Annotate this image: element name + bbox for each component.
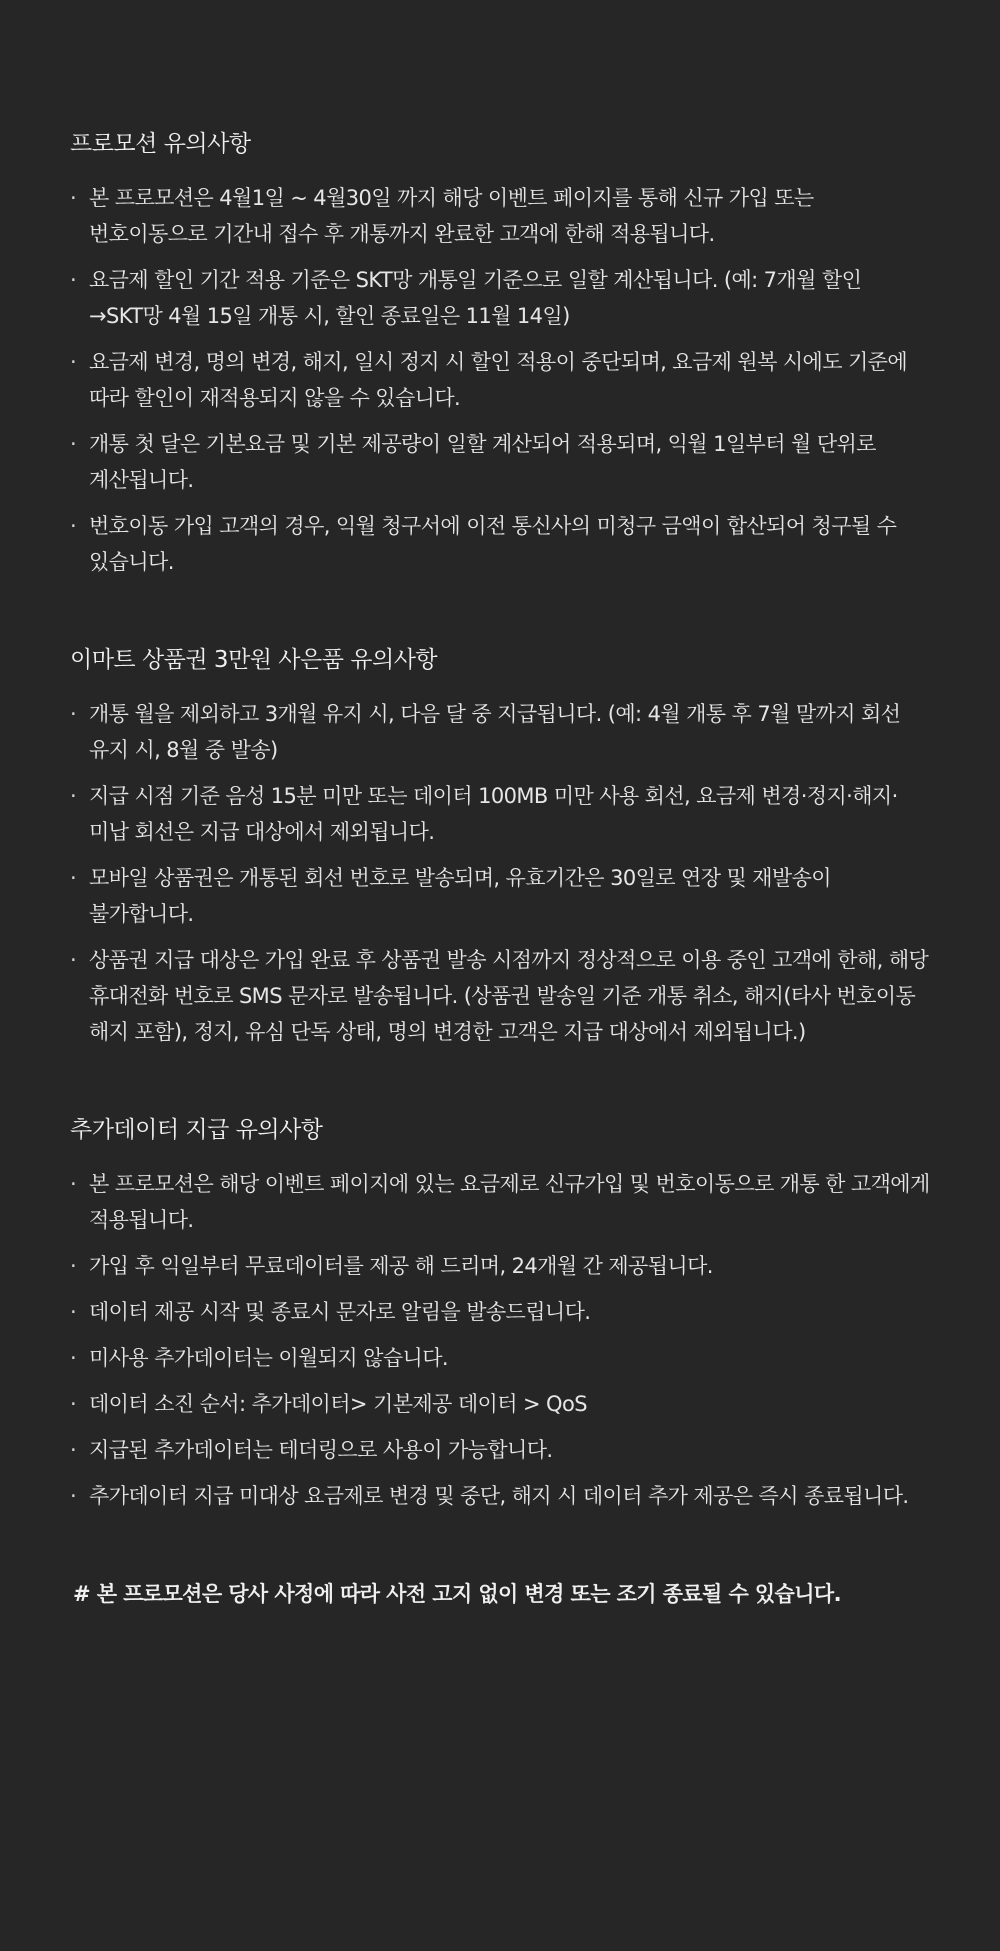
extra-data-notice-section [70,1112,930,1514]
list-item-text: 데이터 소진 순서: 추가데이터> 기본제공 데이터 > QoS [89,1392,587,1416]
list-item-text: 본 프로모션은 4월1일 ~ 4월30일 까지 해당 이벤트 페이지를 통해 신규 가입 또는 번호이동으로 기간내 접수 후 개통까지 완료한 고객에 한해 적용됩니다. [89,186,814,246]
bullet-icon: · [70,948,77,972]
list-item [70,1432,930,1468]
list-item-text: 가입 후 익일부터 무료데이터를 제공 해 드리며, 24개월 간 제공됩니다. [89,1254,713,1278]
list-item-text: 개통 첫 달은 기본요금 및 기본 제공량이 일할 계산되어 적용되며, 익월 1일부터 월 단위로 계산됩니다. [89,432,876,492]
list-item-text: 지급 시점 기준 음성 15분 미만 또는 데이터 100MB 미만 사용 회선, 요금제 변경·정지·해지·미납 회선은 지급 대상에서 제외됩니다. [89,784,898,844]
bullet-icon: · [70,784,77,808]
promotion-notice-section [70,126,930,580]
list-item-text: 지급된 추가데이터는 테더링으로 사용이 가능합니다. [89,1438,553,1462]
list-item-text: 미사용 추가데이터는 이월되지 않습니다. [89,1346,448,1370]
list-item [70,1166,930,1238]
bullet-icon: · [70,1392,77,1416]
bullet-icon: · [70,1300,77,1324]
list-item [70,696,930,768]
list-item [70,180,930,252]
gift-voucher-notice-section [70,642,930,1050]
list-item [70,942,930,1050]
bullet-icon: · [70,268,77,292]
list-item [70,1248,930,1284]
bullet-icon: · [70,866,77,890]
list-item [70,1386,930,1422]
list-item [70,1340,930,1376]
list-item-text: 번호이동 가입 고객의 경우, 익월 청구서에 이전 통신사의 미청구 금액이 합산되어 청구될 수 있습니다. [89,514,897,574]
list-item [70,426,930,498]
list-item [70,344,930,416]
notice-list [70,180,930,580]
list-item-text: 본 프로모션은 해당 이벤트 페이지에 있는 요금제로 신규가입 및 번호이동으로 개통 한 고객에게 적용됩니다. [89,1172,930,1232]
bullet-icon: · [70,432,77,456]
list-item [70,508,930,580]
list-item-text: 모바일 상품권은 개통된 회선 번호로 발송되며, 유효기간은 30일로 연장 및 재발송이 불가합니다. [89,866,831,926]
bullet-icon: · [70,1254,77,1278]
notice-list [70,696,930,1050]
bullet-icon: · [70,514,77,538]
list-item [70,1478,930,1514]
section-title: 이마트 상품권 3만원 사은품 유의사항 [70,647,438,673]
notice-list [70,1166,930,1514]
bullet-icon: · [70,350,77,374]
list-item-text: 개통 월을 제외하고 3개월 유지 시, 다음 달 중 지급됩니다. (예: 4월 개통 후 7월 말까지 회선 유지 시, 8월 중 발송) [89,702,901,762]
list-item [70,262,930,334]
list-item-text: 요금제 할인 기간 적용 기준은 SKT망 개통일 기준으로 일할 계산됩니다. (예: 7개월 할인→SKT망 4월 15일 개통 시, 할인 종료일은 11월 14일) [89,268,862,328]
bullet-icon: · [70,702,77,726]
section-title: 추가데이터 지급 유의사항 [70,1117,323,1143]
list-item-text: 추가데이터 지급 미대상 요금제로 변경 및 중단, 해지 시 데이터 추가 제공은 즉시 종료됩니다. [89,1484,909,1508]
bullet-icon: · [70,1172,77,1196]
footer-disclaimer: # 본 프로모션은 당사 사정에 따라 사전 고지 없이 변경 또는 조기 종료될 수 있습니다. [73,1582,841,1606]
list-item-text: 데이터 제공 시작 및 종료시 문자로 알림을 발송드립니다. [89,1300,591,1324]
list-item-text: 상품권 지급 대상은 가입 완료 후 상품권 발송 시점까지 정상적으로 이용 중인 고객에 한해, 해당 휴대전화 번호로 SMS 문자로 발송됩니다. (상품권 발송일 기준 개통 취소, 해지(타사 번호이동 해지 포함), 정지, 유심 단독 상태, 명의 변경한 고객은 지급 대상에서 제외됩니다.) [89,948,929,1044]
section-title: 프로모션 유의사항 [70,131,251,157]
list-item [70,778,930,850]
bullet-icon: · [70,1346,77,1370]
bullet-icon: · [70,1484,77,1508]
bullet-icon: · [70,186,77,210]
list-item [70,860,930,932]
list-item-text: 요금제 변경, 명의 변경, 해지, 일시 정지 시 할인 적용이 중단되며, 요금제 원복 시에도 기준에 따라 할인이 재적용되지 않을 수 있습니다. [89,350,908,410]
list-item [70,1294,930,1330]
bullet-icon: · [70,1438,77,1462]
